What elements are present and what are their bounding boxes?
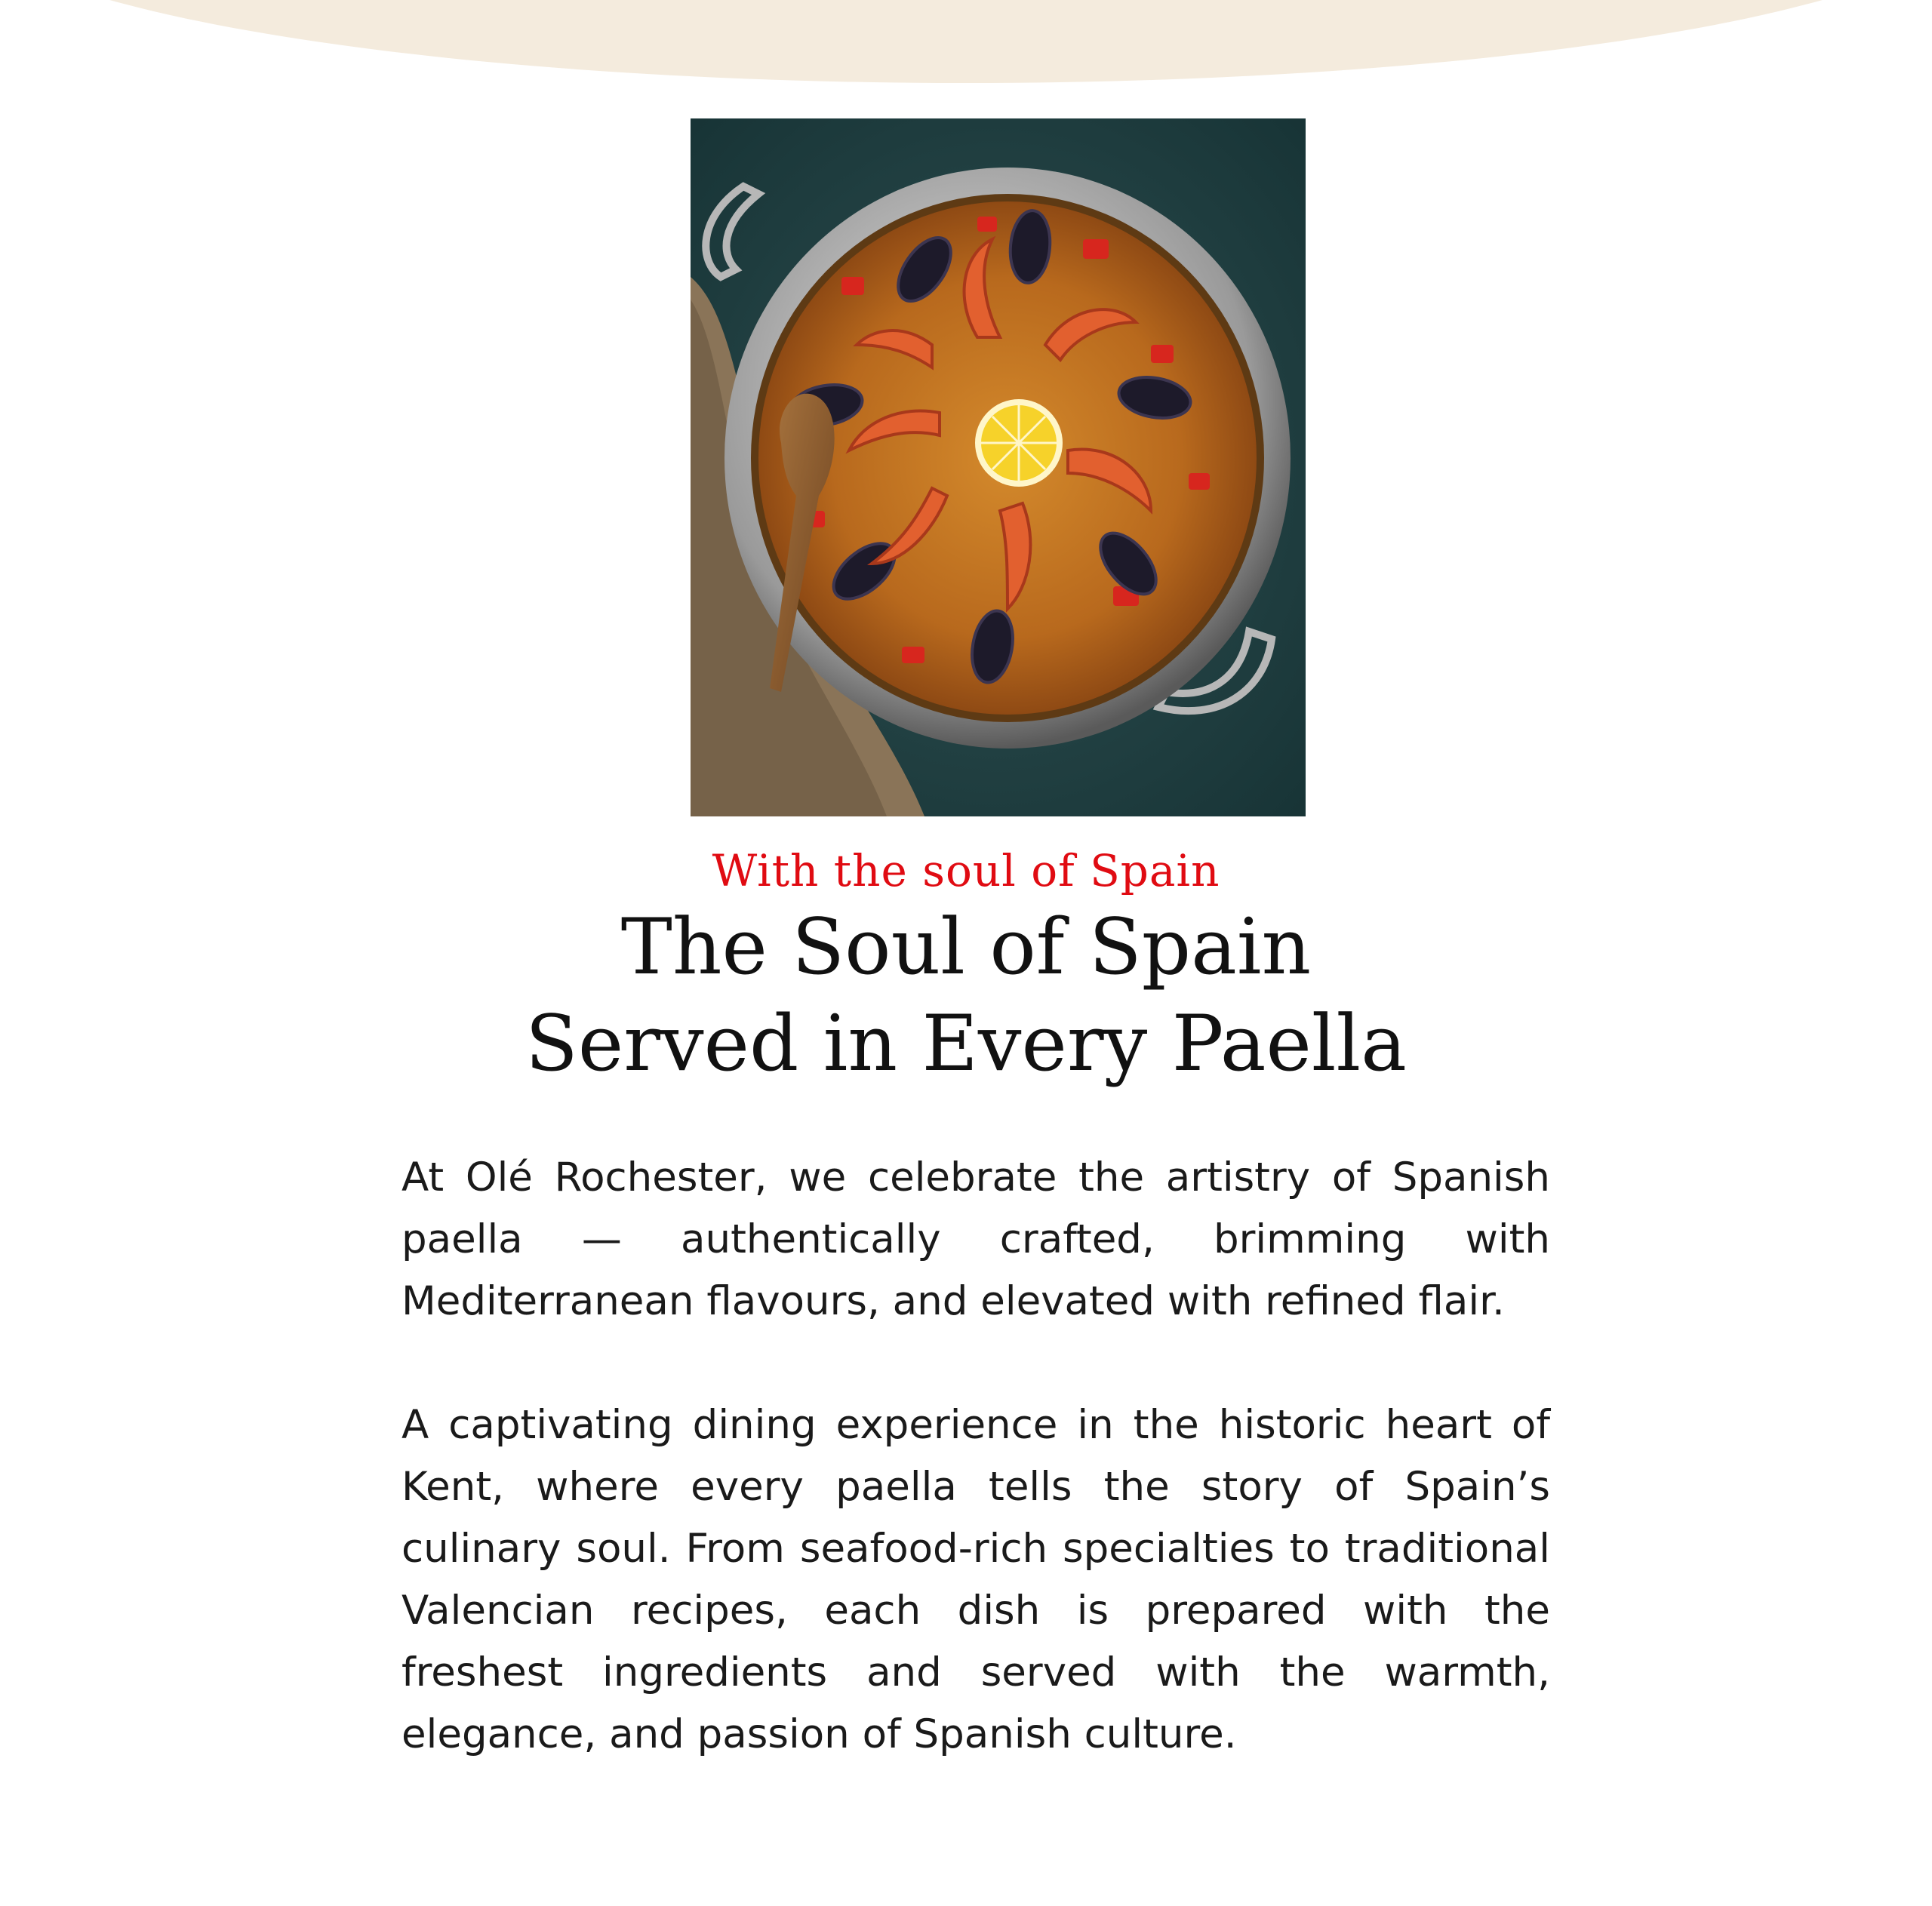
paella-illustration <box>691 118 1306 816</box>
section-eyebrow: With the soul of Spain <box>712 845 1220 896</box>
intro-paragraph-2: A captivating dining experience in the historic heart of Kent, where every paella tells the story of Spain’s culinary soul. From seafood-rich specialties to traditional Valencian recipes, each dish is prepared with the freshest ingredients and served with the warmth, elegance, and passion of Spanish culture. <box>401 1402 1550 1757</box>
paella-photo <box>691 118 1306 816</box>
page-title-line-1: The Soul of Spain <box>620 902 1312 992</box>
top-decorative-arc <box>0 0 1932 83</box>
intro-paragraph-1: At Olé Rochester, we celebrate the artistry of Spanish paella — authentically crafted, brimming with Mediterranean flavours, and elevated with refined flair. <box>401 1154 1550 1324</box>
page-title <box>0 899 1932 1093</box>
intro-text <box>401 1147 1550 1766</box>
page-title-line-2: Served in Every Paella <box>525 999 1407 1089</box>
